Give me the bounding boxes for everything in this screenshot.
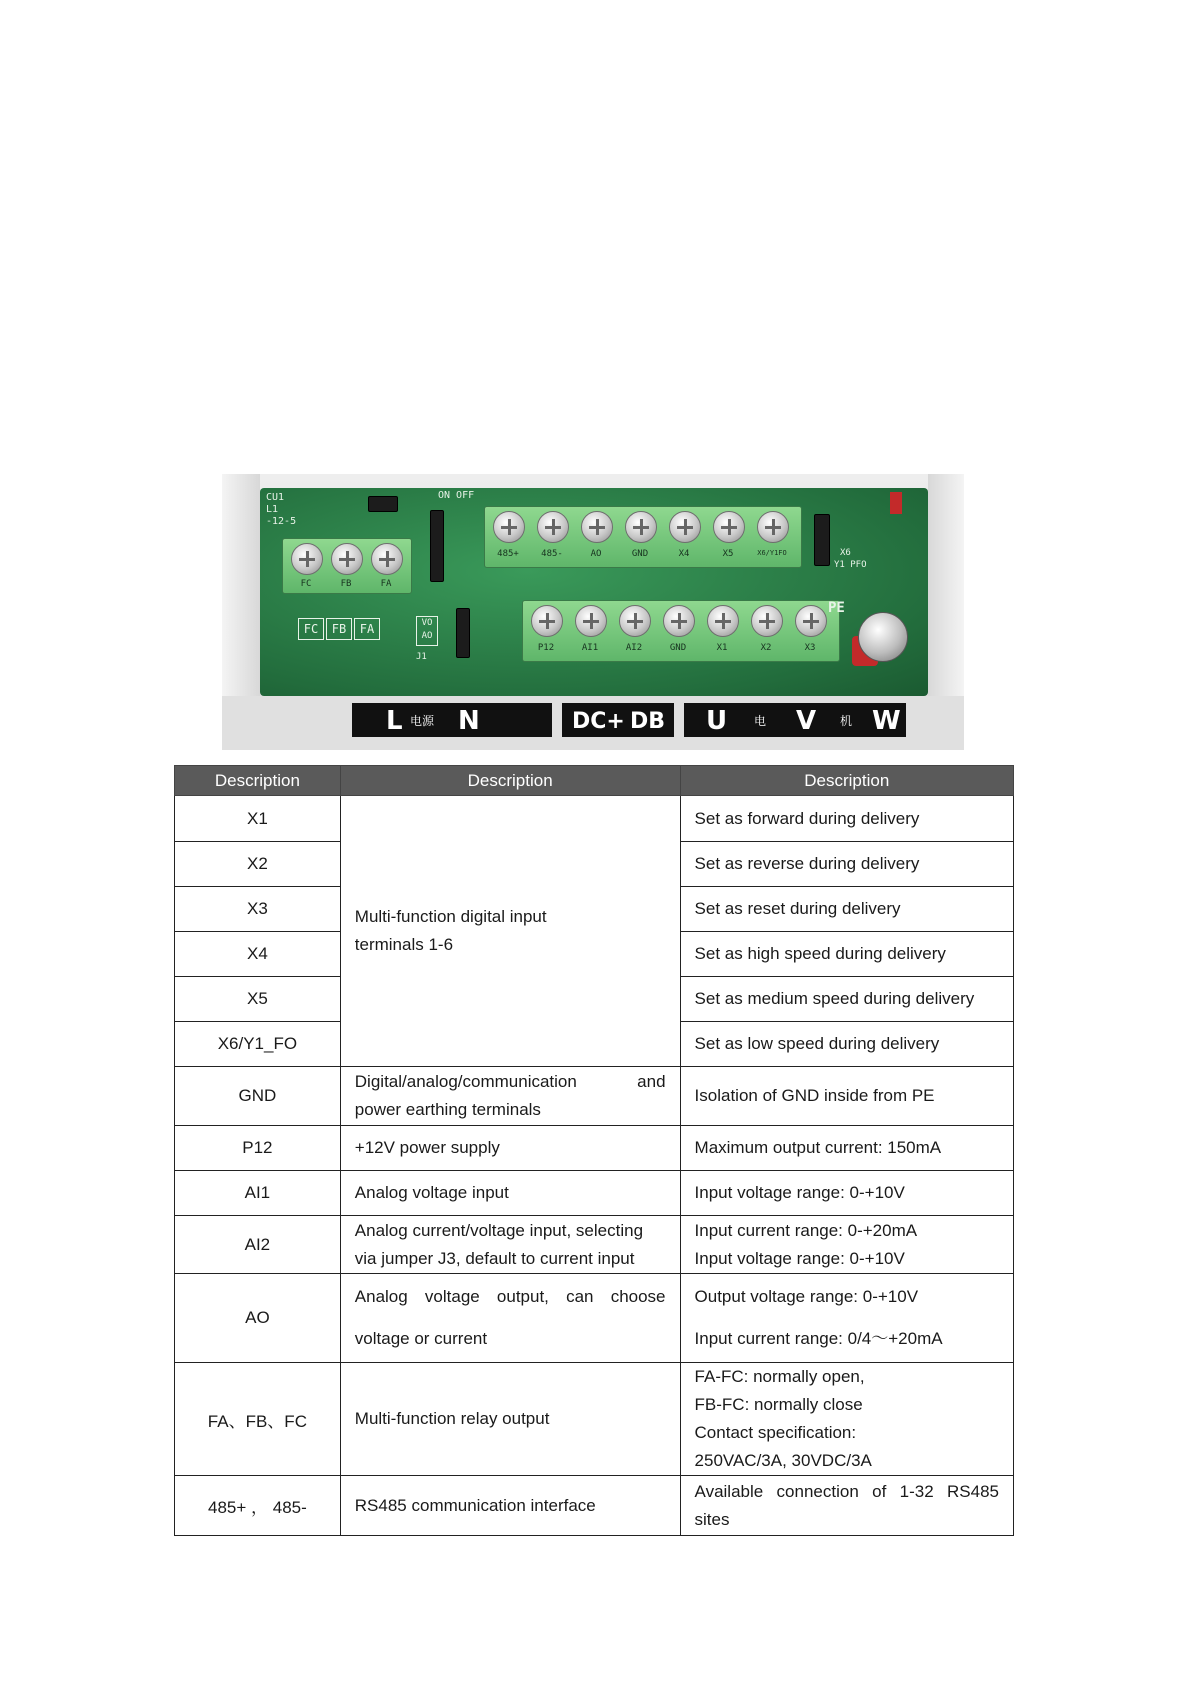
table-row bbox=[175, 1126, 1014, 1171]
terminal-gnd: GND bbox=[175, 1067, 341, 1126]
note-gnd: Isolation of GND inside from PE bbox=[680, 1067, 1013, 1126]
note-relay-line: 250VAC/3A, 30VDC/3A bbox=[694, 1451, 872, 1470]
lower-terminal-block bbox=[522, 600, 840, 662]
screw-icon bbox=[575, 605, 607, 637]
terminal-rs485: 485+ ， 485- bbox=[175, 1476, 341, 1536]
strip-label-u: U bbox=[706, 706, 728, 736]
upper-label-x4: X4 bbox=[678, 549, 690, 559]
silk-x6: X6 bbox=[840, 548, 851, 558]
desc-ao-line: Analog voltage output, can choose bbox=[354, 1287, 666, 1306]
screw-icon bbox=[619, 605, 651, 637]
upper-label-gnd: GND bbox=[631, 549, 649, 559]
table-row bbox=[175, 1363, 1014, 1476]
pcb-board bbox=[260, 488, 928, 696]
relay-label-fa: FA bbox=[380, 579, 392, 589]
desc-ai2 bbox=[340, 1216, 680, 1274]
desc-gnd-line: power earthing terminals bbox=[354, 1100, 541, 1119]
desc-p12: +12V power supply bbox=[340, 1126, 680, 1171]
strip-label-dcplus: DC+ bbox=[572, 709, 625, 734]
table-row bbox=[175, 1067, 1014, 1126]
terminal-description-table bbox=[174, 765, 1014, 1536]
strip-label-power: 电源 bbox=[410, 714, 435, 728]
screw-icon bbox=[663, 605, 695, 637]
note-x5: Set as medium speed during delivery bbox=[680, 977, 1013, 1022]
note-p12: Maximum output current: 150mA bbox=[680, 1126, 1013, 1171]
jumper-j1 bbox=[456, 608, 470, 658]
pcb-silk-l1: L1 bbox=[266, 504, 279, 515]
desc-ai2-line: Analog current/voltage input, selecting bbox=[354, 1220, 644, 1240]
screw-icon bbox=[757, 511, 789, 543]
header-terminal: Description bbox=[175, 766, 341, 796]
desc-rs485: RS485 communication interface bbox=[340, 1476, 680, 1536]
table-row bbox=[175, 1476, 1014, 1536]
screw-icon bbox=[581, 511, 613, 543]
screw-icon bbox=[531, 605, 563, 637]
terminal-x2: X2 bbox=[175, 842, 341, 887]
note-ao-line: Input current range: 0/4～+20mA bbox=[694, 1329, 943, 1348]
header-remark: Description bbox=[680, 766, 1013, 796]
control-terminal-photo bbox=[222, 474, 964, 750]
note-rs485-line: sites bbox=[694, 1509, 730, 1529]
pcb-silk-125: -12-5 bbox=[266, 516, 297, 527]
upper-terminal-block bbox=[484, 506, 802, 568]
pcb-silk-onoff: ON OFF bbox=[438, 490, 475, 501]
upper-label-x6: X6/Y1FO bbox=[757, 549, 787, 557]
power-strip-input bbox=[352, 703, 552, 737]
note-rs485-line: Available connection of 1-32 RS485 bbox=[694, 1481, 999, 1501]
lower-label-ai2: AI2 bbox=[625, 643, 643, 653]
digital-desc-line: terminals 1-6 bbox=[354, 935, 454, 954]
note-ai2-line: Input voltage range: 0-+10V bbox=[694, 1248, 905, 1268]
note-relay-line: FA-FC: normally open, bbox=[694, 1367, 865, 1386]
upper-label-x5: X5 bbox=[722, 549, 734, 559]
table-row bbox=[175, 1274, 1014, 1363]
lower-label-ai1: AI1 bbox=[581, 643, 599, 653]
lower-label-gnd: GND bbox=[669, 643, 687, 653]
terminal-x4: X4 bbox=[175, 932, 341, 977]
screw-icon bbox=[625, 511, 657, 543]
screw-icon bbox=[751, 605, 783, 637]
table-row bbox=[175, 1171, 1014, 1216]
jumper-j3 bbox=[368, 496, 398, 512]
desc-ai2-line: via jumper J3, default to current input bbox=[354, 1248, 635, 1268]
terminal-relay: FA、FB、FC bbox=[175, 1363, 341, 1476]
desc-gnd-line: Digital/analog/communication and bbox=[354, 1072, 666, 1091]
strip-label-v: V bbox=[796, 706, 817, 736]
silk-fa: FA bbox=[354, 618, 380, 640]
terminal-ai2: AI2 bbox=[175, 1216, 341, 1274]
screw-icon bbox=[669, 511, 701, 543]
note-x1: Set as forward during delivery bbox=[680, 796, 1013, 842]
desc-relay: Multi-function relay output bbox=[340, 1363, 680, 1476]
strip-label-w: W bbox=[872, 706, 901, 736]
relay-label-fc: FC bbox=[300, 579, 312, 589]
lower-label-x3: X3 bbox=[804, 643, 816, 653]
screw-icon bbox=[291, 543, 323, 575]
note-x6: Set as low speed during delivery bbox=[680, 1022, 1013, 1067]
upper-label-ao: AO bbox=[590, 549, 602, 559]
jumper-j2 bbox=[814, 514, 830, 566]
silk-fb: FB bbox=[326, 618, 352, 640]
note-rs485 bbox=[680, 1476, 1013, 1536]
pe-bolt-icon bbox=[858, 612, 908, 662]
relay-label-fb: FB bbox=[340, 579, 352, 589]
table-row bbox=[175, 1216, 1014, 1274]
lower-label-x1: X1 bbox=[716, 643, 728, 653]
note-relay-line: FB-FC: normally close bbox=[694, 1395, 863, 1414]
silk-pe: PE bbox=[828, 600, 845, 616]
note-x2: Set as reverse during delivery bbox=[680, 842, 1013, 887]
silk-y1pfo: Y1 PFO bbox=[834, 560, 867, 570]
desc-ao-line: voltage or current bbox=[354, 1329, 488, 1348]
note-ao-line: Output voltage range: 0-+10V bbox=[694, 1287, 919, 1306]
note-relay bbox=[680, 1363, 1013, 1476]
strip-label-db: DB bbox=[630, 709, 666, 734]
screw-icon bbox=[371, 543, 403, 575]
smd-component bbox=[890, 492, 902, 514]
silk-j1: J1 bbox=[416, 652, 427, 662]
desc-ao bbox=[340, 1274, 680, 1363]
strip-label-n: N bbox=[458, 706, 480, 736]
silk-fc: FC bbox=[298, 618, 324, 640]
lower-label-x2: X2 bbox=[760, 643, 772, 653]
note-ai2 bbox=[680, 1216, 1013, 1274]
terminal-x1: X1 bbox=[175, 796, 341, 842]
strip-label-motor: 机 bbox=[840, 714, 853, 728]
terminal-ao: AO bbox=[175, 1274, 341, 1363]
note-relay-line: Contact specification: bbox=[694, 1423, 857, 1442]
upper-label-485n: 485- bbox=[541, 549, 563, 559]
terminal-ai1: AI1 bbox=[175, 1171, 341, 1216]
strip-label-elec: 电 bbox=[754, 714, 767, 728]
silk-vo: VO bbox=[421, 618, 433, 628]
note-ao bbox=[680, 1274, 1013, 1363]
table-row bbox=[175, 796, 1014, 842]
note-ai2-line: Input current range: 0-+20mA bbox=[694, 1220, 918, 1240]
header-description: Description bbox=[340, 766, 680, 796]
terminal-x3: X3 bbox=[175, 887, 341, 932]
terminal-p12: P12 bbox=[175, 1126, 341, 1171]
silk-vo-ao bbox=[416, 616, 438, 646]
screw-icon bbox=[707, 605, 739, 637]
screw-icon bbox=[537, 511, 569, 543]
table-header-row bbox=[175, 766, 1014, 796]
desc-ai1: Analog voltage input bbox=[340, 1171, 680, 1216]
relay-terminal-block bbox=[282, 538, 412, 594]
terminal-x6: X6/Y1_FO bbox=[175, 1022, 341, 1067]
digital-desc-line: Multi-function digital input bbox=[354, 907, 547, 926]
note-ai1: Input voltage range: 0-+10V bbox=[680, 1171, 1013, 1216]
note-x3: Set as reset during delivery bbox=[680, 887, 1013, 932]
pcb-silk-cu1: CU1 bbox=[266, 492, 285, 503]
screw-icon bbox=[795, 605, 827, 637]
digital-input-description bbox=[340, 796, 680, 1067]
strip-label-l: L bbox=[386, 706, 403, 736]
desc-gnd bbox=[340, 1067, 680, 1126]
jumper-switch bbox=[430, 510, 444, 582]
lower-label-p12: P12 bbox=[537, 643, 555, 653]
note-x4: Set as high speed during delivery bbox=[680, 932, 1013, 977]
screw-icon bbox=[493, 511, 525, 543]
screw-icon bbox=[331, 543, 363, 575]
terminal-x5: X5 bbox=[175, 977, 341, 1022]
upper-label-485p: 485+ bbox=[497, 549, 519, 559]
screw-icon bbox=[713, 511, 745, 543]
silk-ao: AO bbox=[421, 631, 433, 641]
